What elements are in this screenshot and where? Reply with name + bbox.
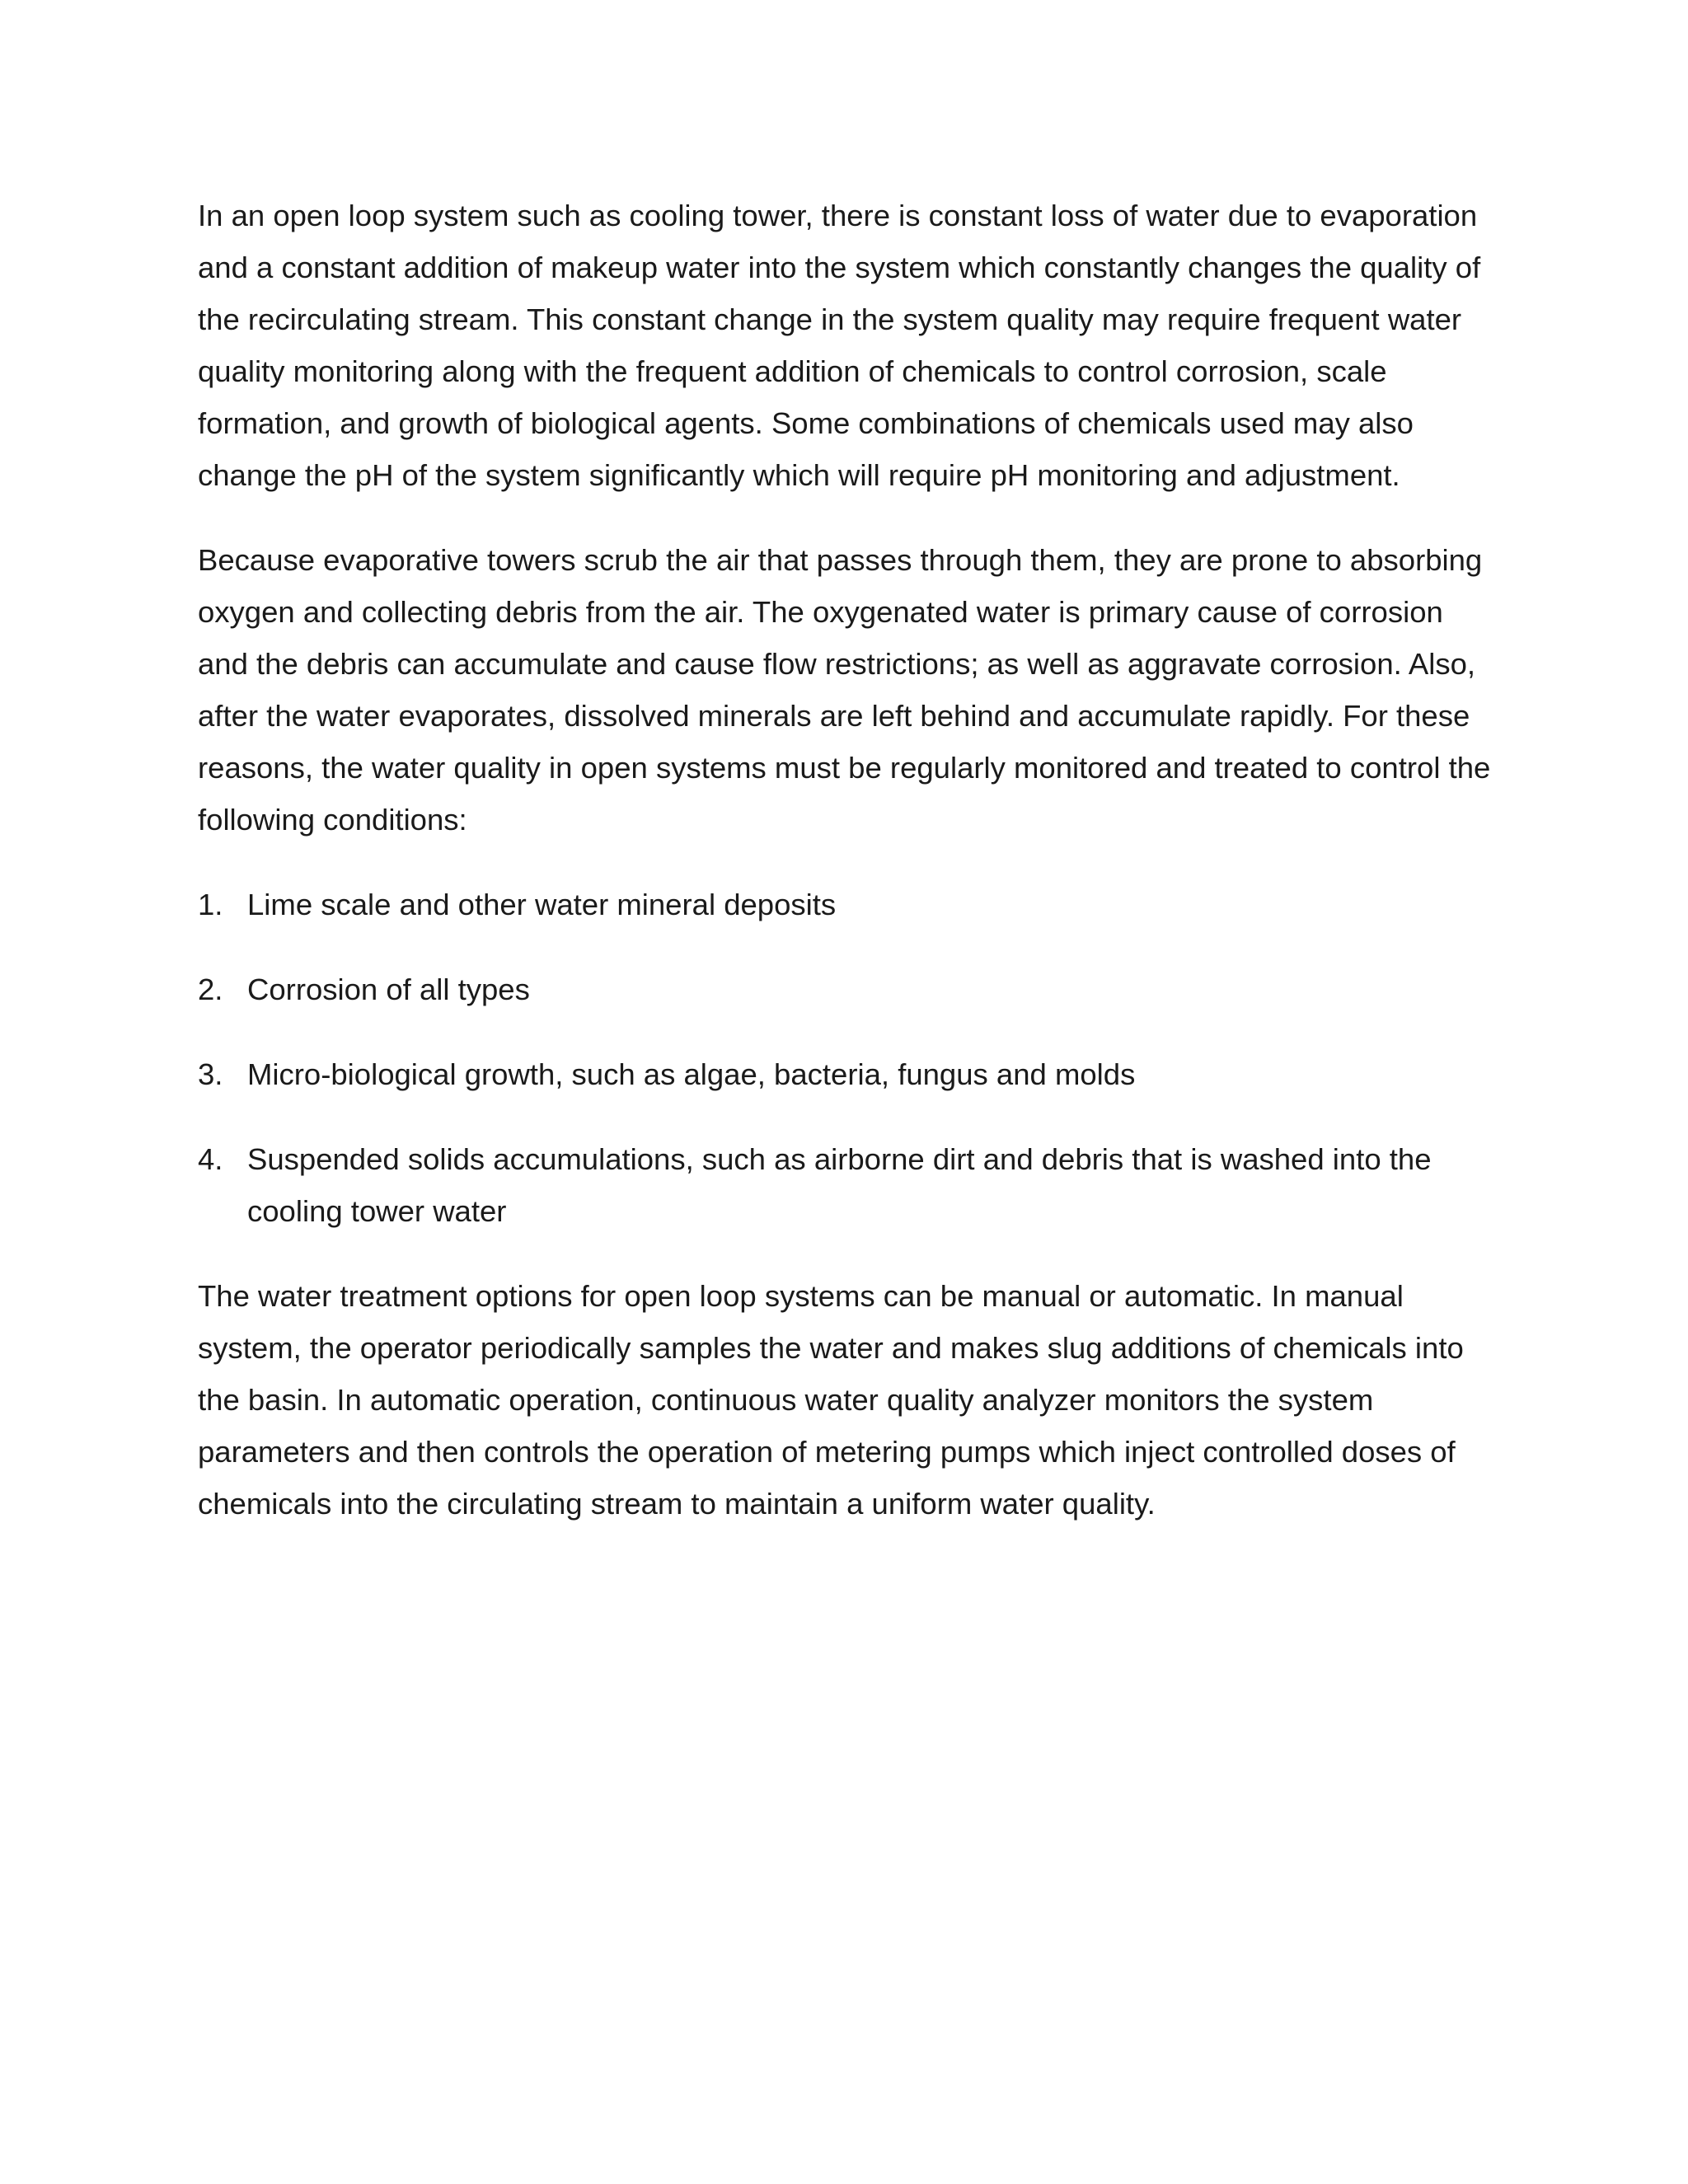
list-item-text: Lime scale and other water mineral deposits [247, 888, 837, 921]
list-item-number: 2. [198, 972, 223, 1006]
list-item [198, 1133, 1492, 1237]
list-item-number: 4. [198, 1142, 223, 1176]
list-item-text: Corrosion of all types [247, 972, 530, 1006]
list-item-text: Micro-biological growth, such as algae, bacteria, fungus and molds [247, 1057, 1136, 1091]
document-body [198, 190, 1492, 1563]
list-item-text: Suspended solids accumulations, such as airborne dirt and debris that is washed into the cooling tower water [247, 1142, 1432, 1228]
list-item [198, 879, 1492, 930]
list-item [198, 1048, 1492, 1100]
list-item-number: 1. [198, 888, 223, 921]
conditions-list [198, 879, 1492, 1237]
paragraph-treatment-options: The water treatment options for open loop systems can be manual or automatic. In manual system, the operator periodically samples the water and makes slug additions of chemicals into the basin. In automatic operation, continuous water quality analyzer monitors the system parameters and then controls the operation of metering pumps which inject controlled doses of chemicals into the circulating stream to maintain a uniform water quality. [198, 1279, 1464, 1521]
list-item [198, 963, 1492, 1015]
paragraph-evaporative-towers: Because evaporative towers scrub the air that passes through them, they are prone to absorbing oxygen and collecting debris from the air. The oxygenated water is primary cause of corrosion and the debris can accumulate and cause flow restrictions; as well as aggravate corrosion. Also, after the water evaporates, dissolved minerals are left behind and accumulate rapidly. For these reasons, the water quality in open systems must be regularly monitored and treated to control the following conditions: [198, 543, 1491, 837]
paragraph-open-loop-intro: In an open loop system such as cooling tower, there is constant loss of water due to evaporation and a constant addition of makeup water into the system which constantly changes the quality of the recirculating stream. This constant change in the system quality may require frequent water quality monitoring along with the frequent addition of chemicals to control corrosion, scale formation, and growth of biological agents. Some combinations of chemicals used may also change the pH of the system significantly which will require pH monitoring and adjustment. [198, 199, 1481, 492]
list-item-number: 3. [198, 1057, 223, 1091]
